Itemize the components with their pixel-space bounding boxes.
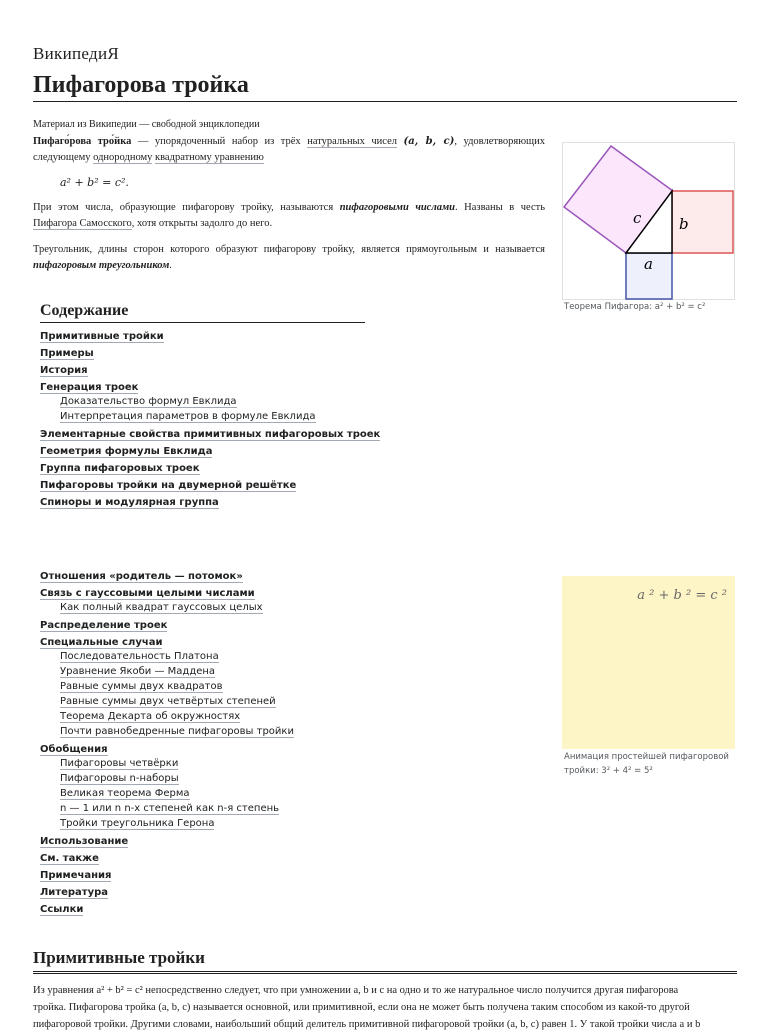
toc-item-label: Группа пифагоровых троек (40, 463, 200, 474)
toc-item[interactable] (60, 649, 294, 664)
link-natural-numbers[interactable]: натуральных чисел (307, 136, 397, 147)
toc-item-label: Связь с гауссовыми целыми числами (40, 588, 255, 599)
section-primitive-triples-text (33, 982, 737, 1033)
section-line-2: тройка. Пифагорова тройка (a, b, c) называется основной, или примитивной, если она не может быть получена таким способом из какой-то другой (33, 1002, 690, 1013)
toc-item[interactable] (60, 600, 294, 615)
toc-item[interactable] (60, 786, 294, 801)
toc-item-label: Равные суммы двух четвёртых степеней (60, 696, 276, 707)
toc-item[interactable] (40, 445, 380, 458)
toc-block-1 (40, 326, 380, 509)
page-title: Пифагорова тройка (33, 72, 737, 102)
toc-item[interactable] (60, 664, 294, 679)
toc-item-label: Пифагоровы четвёрки (60, 758, 179, 769)
label-b: b (679, 215, 689, 233)
toc-item[interactable] (40, 570, 294, 583)
toc-item-label: Обобщения (40, 744, 108, 755)
toc-item-label: Литература (40, 887, 109, 898)
toc-item-label: Тройки треугольника Герона (60, 818, 215, 829)
math-abc: (a, b, c) (403, 136, 455, 147)
toc-item[interactable] (40, 869, 294, 882)
link-homogeneous[interactable]: однородному (93, 152, 153, 163)
main-formula: a² + b² = c². (60, 176, 129, 189)
toc-item-label: Распределение троек (40, 620, 168, 631)
toc-item-label: Генерация троек (40, 382, 139, 393)
toc-item[interactable] (40, 330, 380, 343)
term: Пифаго́рова тро́йка (33, 136, 132, 147)
toc-item[interactable] (40, 903, 294, 916)
toc-item-label: Специальные случаи (40, 637, 163, 648)
figure1-caption: Теорема Пифагора: a² + b² = c² (564, 302, 706, 312)
toc-item-label: Использование (40, 836, 129, 847)
toc-block-2 (40, 566, 294, 916)
toc-item[interactable] (40, 428, 380, 441)
toc-item[interactable] (60, 409, 380, 424)
toc-item[interactable] (40, 587, 294, 600)
toc-item[interactable] (60, 679, 294, 694)
intro-paragraphs (33, 200, 545, 284)
toc-item-label: Уравнение Якоби — Маддена (60, 666, 216, 677)
toc-item-label: Равные суммы двух квадратов (60, 681, 223, 692)
toc-item-label: История (40, 365, 88, 376)
figure2-caption: Анимация простейшей пифагоровой тройки: 3² + 4² = 5² (564, 752, 729, 776)
toc-item-label: Примитивные тройки (40, 331, 164, 342)
toc-item-label: Великая теорема Ферма (60, 788, 190, 799)
toc-item[interactable] (40, 496, 380, 509)
from-wikipedia: Материал из Википедии — свободной энциклопедии (33, 119, 260, 130)
toc-item[interactable] (40, 364, 380, 377)
toc-item-label: Элементарные свойства примитивных пифагоровых троек (40, 429, 381, 440)
link-quadratic-equation[interactable]: квадратному уравнению (155, 152, 264, 163)
toc-item[interactable] (40, 619, 294, 632)
toc-item-label: Примеры (40, 348, 94, 359)
intro-paragraph-2: При этом числа, образующие пифагорову тройку, называются пифагоровыми числами. Названы в честь Пифагора Самосского, хотя открыты задолго до него. (33, 202, 546, 229)
animation-equation: a ² + b ² = c ² (637, 588, 727, 603)
toc-item-label: Примечания (40, 870, 112, 881)
section-line-1: Из уравнения a² + b² = c² непосредственно следует, что при умножении a, b и c на одно и то же натуральное число получится другая пифагорова (33, 985, 679, 996)
toc-item[interactable] (60, 694, 294, 709)
animation-figure[interactable] (562, 576, 735, 749)
toc-item[interactable] (60, 724, 294, 739)
label-a: a (644, 255, 653, 273)
toc-item[interactable] (40, 852, 294, 865)
pythagoras-figure[interactable] (562, 142, 735, 300)
toc-item[interactable] (60, 801, 294, 816)
toc-item-label: Интерпретация параметров в формуле Евклида (60, 411, 316, 422)
toc-item[interactable] (60, 771, 294, 786)
toc-item-label: См. также (40, 853, 99, 864)
label-c: c (633, 209, 642, 227)
toc-item[interactable] (40, 479, 380, 492)
section-primitive-triples-title: Примитивные тройки (33, 948, 737, 974)
toc-item[interactable] (40, 381, 380, 394)
toc-item[interactable] (60, 709, 294, 724)
toc-item-label: Почти равнобедренные пифагоровы тройки (60, 726, 294, 737)
toc-item-label: Как полный квадрат гауссовых целых (60, 602, 263, 613)
toc-item[interactable] (60, 816, 294, 831)
toc-item[interactable] (40, 636, 294, 649)
intro-paragraph-1: Пифаго́рова тро́йка — упорядоченный набор из трёх натуральных чисел (a, b, c), удовлетворяющих следующему однородному квадратному уравнению (33, 136, 545, 163)
toc-item-label: Отношения «родитель — потомок» (40, 571, 243, 582)
toc-item[interactable] (40, 743, 294, 756)
toc-item-label: Пифагоровы n-наборы (60, 773, 179, 784)
toc-item-label: Доказательство формул Евклида (60, 396, 237, 407)
wiki-logo[interactable]: ВикипедиЯ (33, 44, 119, 63)
toc-item[interactable] (40, 462, 380, 475)
toc-item-label: Ссылки (40, 904, 84, 915)
toc-item-label: Последовательность Платона (60, 651, 219, 662)
toc-item-label: Спиноры и модулярная группа (40, 497, 219, 508)
toc-item-label: Теорема Декарта об окружностях (60, 711, 241, 722)
toc-item[interactable] (40, 347, 380, 360)
toc-title: Содержание (40, 302, 365, 323)
section-line-3: пифагоровой тройки. Другими словами, наибольший общий делитель примитивной пифагоровой тройки (a, b, c) равен 1. У такой тройки числа a и b (33, 1019, 701, 1030)
toc-item-label: Геометрия формулы Евклида (40, 446, 213, 457)
intro-paragraph-3: Треугольник, длины сторон которого образуют пифагорову тройку, является прямоугольным и называется пифагоровым треугольником. (33, 244, 545, 271)
toc-item[interactable] (40, 835, 294, 848)
toc-item[interactable] (60, 756, 294, 771)
link-pythagoras[interactable]: Пифагора Самосского (33, 218, 132, 229)
toc-item[interactable] (40, 886, 294, 899)
toc-item-label: n — 1 или n n-х степеней как n-я степень (60, 803, 280, 814)
toc-item[interactable] (60, 394, 380, 409)
toc-item-label: Пифагоровы тройки на двумерной решётке (40, 480, 297, 491)
